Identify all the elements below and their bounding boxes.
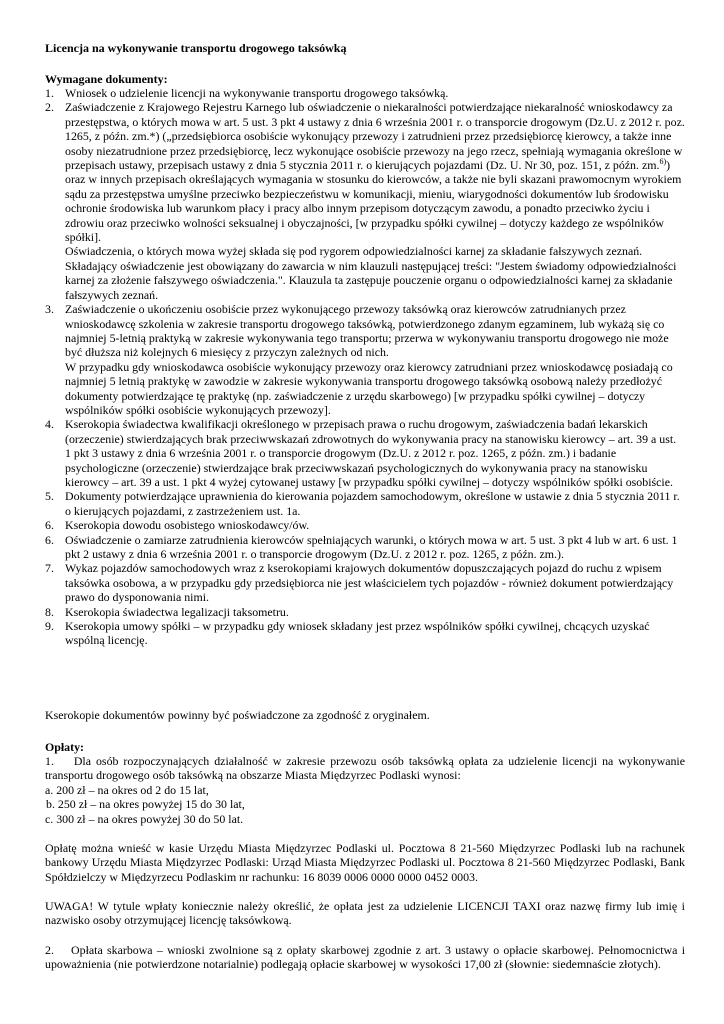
list-item-number: 3.: [45, 302, 54, 317]
list-item-text: Zaświadczenie z Krajowego Rejestru Karnego lub oświadczenie o niekaralności potwierdzające niekaralność wnioskodawcy za przestępstwa, o których mowa w art. 5 ust. 3 pkt 4 ustawy z dnia 6 września 2001 r. o transporcie drogowym (Dz.U. z 2012 r. poz. 1265, z późn. zm.*) („przedsiębiorca osobiście wykonujący przewozy i zatrudnieni przez przedsiębiorcę kierowcy, a także inne osoby niezatrudnione przez przedsiębiorcę, lecz wykonujące osobiście przewozy na jego rzecz, spełniają wymagania określone w przepisach ustawy, przepisach ustawy z dnia 5 stycznia 2011 r. o kierujących pojazdami (Dz. U. Nr 30, poz. 151, z późn. zm.$^{6)}$) oraz w innych przepisach określających wymagania w stosunku do kierowców, a także nie byli skazani prawomocnym wyrokiem sądu za przestępstwa umyślne przeciwko bezpieczeństwu w komunikacji, mieniu, wiarygodności dokumentów lub środowisku ochronie środowiska lub warunkom płacy i pracy albo innym przepisom dotyczącym zawodu, a ponadto przeciwko życiu i zdrowiu oraz przeciwko wolności seksualnej i obyczajności, [w przypadku spółki cywilnej – dotyczy każdego ze wspólników spółki].: [65, 100, 685, 245]
list-item-text: Kserokopia świadectwa legalizacji taksometru.: [65, 604, 289, 619]
list-item-text: Kserokopia umowy spółki – w przypadku gdy wniosek składany jest przez wspólników spółki cywilnej, chcących uzyskać wspólną licencję.: [65, 619, 650, 648]
payment-info: Opłatę można wnieść w kasie Urzędu Miasta Międzyrzec Podlaski ul. Pocztowa 8 21-560 Międzyrzec Podlaski lub na rachunek bankowy Urzędu Miasta Międzyrzec Podlaski: Urząd Miasta Międzyrzec Podlaski ul. Pocztowa 8 21-560 Międzyrzec Podlaski, Bank Spółdzielczy w Międzyrzecu Podlaskim nr rachunku: 16 8039 0006 0000 0000 0452 0003.: [45, 841, 685, 884]
list-item-text: Oświadczenia, o których mowa wyżej składa się pod rygorem odpowiedzialności karnej za składanie fałszywych zeznań. Składający oświadczenie jest obowiązany do zawarcia w nim klauzuli następującej treści: "Jestem świadomy odpowiedzialności karnej za złożenie fałszywego oświadczenia.". Klauzula ta zastępuje pouczenie organu o odpowiedzialności karnej za składanie fałszywych zeznań.: [65, 244, 677, 302]
documents-heading: Wymagane dokumenty:: [45, 72, 168, 86]
list-item: [45, 100, 685, 302]
list-item-text: Oświadczenie o zamiarze zatrudnienia kierowców spełniających warunki, o których mowa w art. 5 ust. 3 pkt 4 lub w art. 6 ust. 1 pkt 2 ustawy z dnia 6 września 2001 r. o transporcie drogowym (Dz.U. z 2012 r. poz. 1265, z późn. zm.).: [65, 532, 678, 561]
list-item-text: Zaświadczenie o ukończeniu osobiście przez wykonującego przewozy taksówką oraz kierowców zatrudnianych przez wnioskodawcę szkolenia w zakresie transportu drogowego taksówką, potwierdzonego zdanym egzaminem, lub wykażą się co najmniej 5-letnią praktyką w zakresie wykonywania tego transportu; przerwa w wykonywaniu transportu drogowego nie może być dłuższa niż kolejnych 6 miesięcy z przyczyn zależnych od nich.: [65, 302, 669, 360]
list-item: [45, 619, 685, 648]
list-item: [45, 302, 685, 417]
list-item-text: W przypadku gdy wnioskodawca osobiście wykonujący przewozy oraz kierowcy zatrudniani przez wnioskodawcę posiadają co najmniej 5 letnią praktykę w zawodzie w zakresie wykonywania transportu drogowego taksówką osobową należy przedłożyć dokumenty potwierdzające tę praktykę (np. zaświadczenie z urzędu skarbowego) [w przypadku spółki cywilnej – dotyczy wspólników spółki osobiście wykonujących przewozy].: [65, 359, 673, 417]
list-item-number: 2.: [45, 100, 54, 115]
list-item-number: 9.: [45, 619, 54, 634]
fee-item-2: [45, 943, 685, 972]
list-item-text: Wykaz pojazdów samochodowych wraz z kserokopiami krajowych dokumentów dopuszczających pojazd do ruchu z wpisem taksówka osobowa, a w przypadku gdy przedsiębiorca nie jest właścicielem tych pojazdów - również dokument potwierdzający prawo do dysponowania nimi.: [65, 561, 674, 605]
list-item-text: Wniosek o udzielenie licencji na wykonywanie transportu drogowego taksówką.: [65, 86, 449, 100]
list-item: [45, 417, 685, 489]
list-item: [45, 518, 685, 532]
fee-item-1-text: Dla osób rozpoczynających działalność w zakresie przewozu osób taksówką opłata za udzielenie licencji na wykonywanie transportu drogowego osób taksówką na obszarze Miasta Międzyrzec Podlaski wynosi:: [45, 754, 685, 783]
fee-rate: c. 300 zł – na okres powyżej 30 do 50 lat.: [45, 811, 244, 826]
list-item-number: 6.: [45, 518, 54, 533]
list-item: [45, 489, 685, 518]
fee-rate: b. 250 zł – na okres powyżej 15 do 30 lat,: [46, 797, 245, 812]
payment-warning: UWAGA! W tytule wpłaty koniecznie należy określić, że opłata jest za udzielenie LICENCJI TAXI oraz nazwę firmy lub imię i nazwisko osoby otrzymującej licencję taksówkową.: [45, 899, 685, 928]
list-item-text: Kserokopia dowodu osobistego wnioskodawcy/ów.: [65, 518, 310, 533]
list-item: [45, 533, 685, 562]
fee-item-1-number: 1.: [45, 754, 54, 768]
list-item-number: 8.: [45, 604, 54, 619]
fee-rates: [45, 783, 685, 826]
fee-item-1: [45, 754, 685, 783]
fee-rate: a. 200 zł – na okres od 2 do 15 lat,: [45, 783, 209, 797]
documents-list: [45, 86, 685, 648]
list-item: [45, 86, 685, 100]
list-item-number: 5.: [45, 489, 54, 504]
certification-note: Kserokopie dokumentów powinny być poświadczone za zgodność z oryginałem.: [45, 708, 430, 722]
list-item-number: 4.: [45, 417, 54, 432]
list-item-number: 1.: [45, 86, 54, 100]
list-item: [45, 605, 685, 619]
document-title: Licencja na wykonywanie transportu drogowego taksówką: [45, 41, 347, 55]
fee-item-2-number: 2.: [45, 943, 54, 957]
fees-heading: Opłaty:: [45, 740, 84, 754]
list-item-number: 7.: [45, 561, 54, 576]
list-item-number: 6.: [45, 532, 54, 547]
list-item: [45, 561, 685, 604]
list-item-text: Dokumenty potwierdzające uprawnienia do kierowania pojazdem samochodowym, określone w ustawie z dnia 5 stycznia 2011 r. o kierujących pojazdami, z zastrzeżeniem ust. 1a.: [65, 489, 680, 518]
fee-item-2-text: Opłata skarbowa – wnioski zwolnione są z opłaty skarbowej zgodnie z art. 3 ustawy o opłacie skarbowej. Pełnomocnictwa i upoważnienia (nie potwierdzone notarialnie) podlegają opłacie skarbowej w wysokości 17,00 zł (słownie: siedemnaście złotych).: [45, 943, 685, 972]
list-item-text: Kserokopia świadectwa kwalifikacji określonego w przepisach prawa o ruchu drogowym, zaświadczenia badań lekarskich (orzeczenie) stwierdzających brak przeciwwskazań zdrowotnych do wykonywania pracy na stanowisku kierowcy – art. 39 a ust. 1 pkt 3 ustawy z dnia 6 września 2001 r. o transporcie drogowym (Dz.U. z 2012 r. poz. 1265, z późn. zm.) i badanie psychologiczne (orzeczenie) stwierdzające brak przeciwwskazań psychologicznych do wykonywania pracy na stanowisku kierowcy – art. 39 a ust. 1 pkt 4 wyżej cytowanej ustawy [w przypadku spółki cywilnej – dotyczy wspólników spółki osobiście.: [65, 417, 677, 489]
